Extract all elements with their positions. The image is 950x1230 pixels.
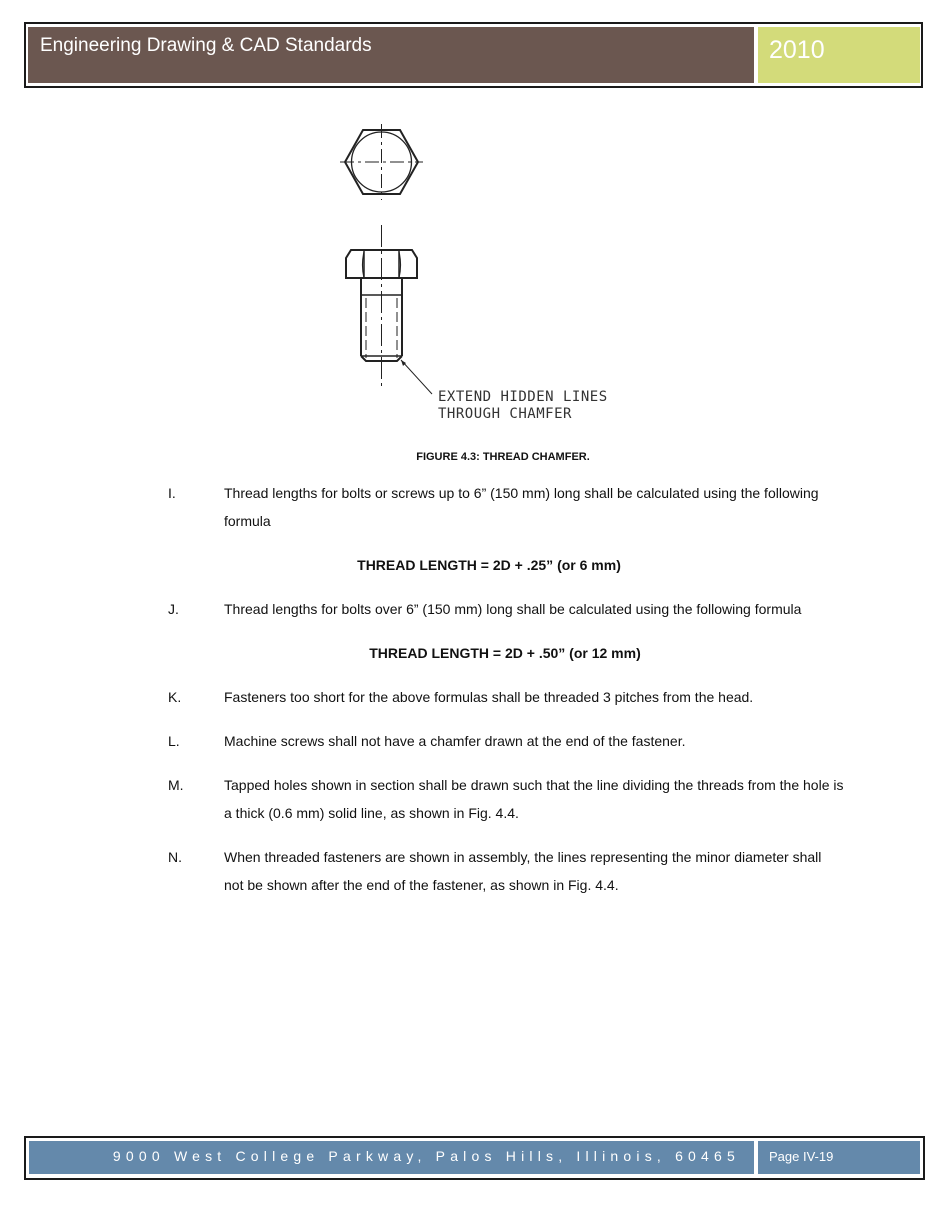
figure-caption: FIGURE 4.3: THREAD CHAMFER.	[416, 451, 590, 463]
list-item-letter: K.	[168, 689, 182, 705]
header-title: Engineering Drawing & CAD Standards	[40, 35, 372, 56]
header-title-box	[28, 27, 754, 83]
formula-long: THREAD LENGTH = 2D + .50” (or 12 mm)	[369, 645, 641, 661]
list-item-text: Thread lengths for bolts over 6” (150 mm) long shall be calculated using the following formula	[224, 601, 802, 617]
footer-page-box	[758, 1141, 920, 1174]
header-year: 2010	[769, 36, 825, 64]
list-item-letter: L.	[168, 733, 180, 749]
footer-address-box	[29, 1141, 754, 1174]
list-item-letter: I.	[168, 485, 176, 501]
footer-page-number: Page IV-19	[769, 1149, 834, 1164]
footer-address: 9000 West College Parkway, Palos Hills, Illinois, 60465	[112, 1148, 740, 1164]
list-item-letter: M.	[168, 777, 184, 793]
list-item-text: Machine screws shall not have a chamfer drawn at the end of the fastener.	[224, 733, 686, 749]
list-item-text: Thread lengths for bolts or screws up to 6” (150 mm) long shall be calculated using the following formula	[224, 485, 819, 529]
header-year-box	[758, 27, 920, 83]
list-item-text: Fasteners too short for the above formulas shall be threaded 3 pitches from the head.	[224, 689, 754, 705]
formula-short: THREAD LENGTH = 2D + .25” (or 6 mm)	[357, 557, 621, 573]
list-item-letter: N.	[168, 849, 182, 865]
bolt-side-view	[346, 225, 432, 394]
list-item-text: When threaded fasteners are shown in assembly, the lines representing the minor diameter shall not be shown after the end of the fastener, as shown in Fig. 4.4.	[224, 849, 822, 893]
bolt-top-view	[340, 124, 423, 200]
thread-chamfer-figure	[330, 118, 630, 428]
list-item-letter: J.	[168, 601, 179, 617]
figure-callout-label	[438, 389, 608, 423]
figure-callout-line2: THROUGH CHAMFER	[438, 406, 572, 422]
figure-callout-line1: EXTEND HIDDEN LINES	[438, 389, 608, 405]
list-item-text: Tapped holes shown in section shall be drawn such that the line dividing the threads from the hole is a thick (0.6 mm) solid line, as shown in Fig. 4.4.	[224, 777, 844, 821]
